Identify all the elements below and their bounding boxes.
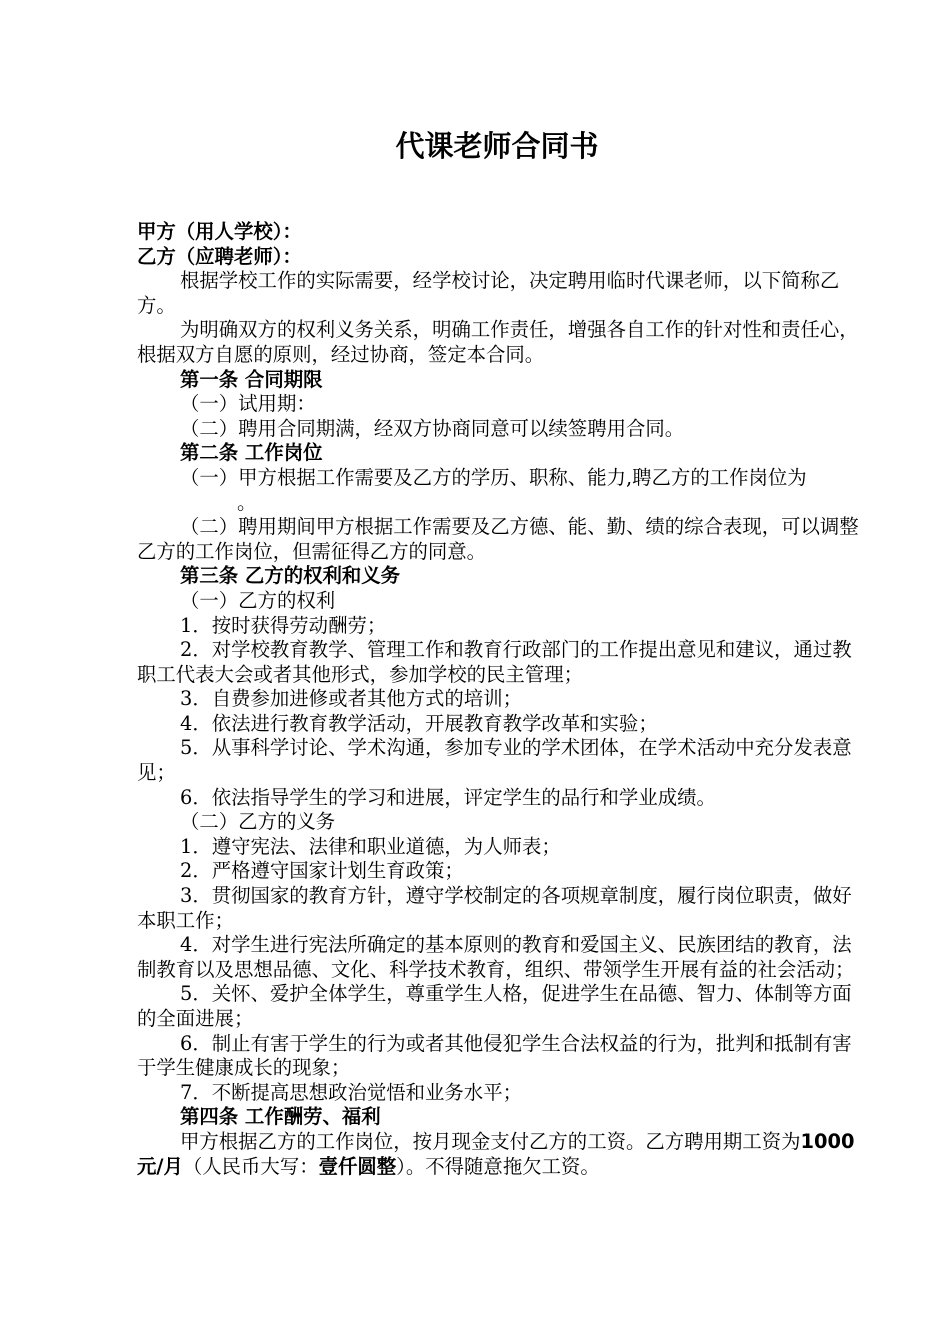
- rights-item: 5．从事科学讨论、学术沟通，参加专业的学术团体，在学术活动中充分发表意见；: [137, 736, 852, 785]
- duties-item: 7．不断提高思想政治觉悟和业务水平；: [180, 1080, 522, 1104]
- party-b-line: 乙方（应聘老师）：: [137, 244, 302, 268]
- duties-item: 3．贯彻国家的教育方针，遵守学校制定的各项规章制度，履行岗位职责，做好本职工作；: [137, 884, 852, 932]
- duties-item: 4．对学生进行宪法所确定的基本原则的教育和爱国主义、民族团结的教育，法制教育以及思想品德、文化、科学技术教育，组织、带领学生开展有益的社会活动；: [137, 933, 855, 981]
- contract-body: [137, 220, 861, 1179]
- article-4-heading: 第四条 工作酬劳、福利: [180, 1105, 381, 1129]
- document-title: 代课老师合同书: [395, 129, 599, 163]
- article-2-item-2: （二）聘用期间甲方根据工作需要及乙方德、能、勤、绩的综合表现，可以调整乙方的工作岗位，但需征得乙方的同意。: [137, 515, 859, 563]
- article-3-heading: 第三条 乙方的权利和义务: [180, 564, 401, 588]
- duties-item: 1．遵守宪法、法律和职业道德，为人师表；: [180, 834, 561, 858]
- salary-text-3: ）。不得随意拖欠工资。: [396, 1154, 600, 1178]
- duties-title: （二）乙方的义务: [180, 810, 336, 834]
- intro-paragraph-2: 为明确双方的权利义务关系，明确工作责任，增强各自工作的针对性和责任心，根据双方自愿的原则，经过协商，签定本合同。: [137, 318, 859, 366]
- article-2-item-1: [137, 466, 861, 515]
- salary-words: 壹仟圆整: [318, 1154, 397, 1178]
- rights-item: 6．依法指导学生的学习和进展，评定学生的品行和学业成绩。: [180, 785, 716, 809]
- rights-item: 1．按时获得劳动酬劳；: [180, 613, 387, 637]
- article-1-item-1: （一）试用期：: [180, 392, 316, 416]
- rights-title: （一）乙方的权利: [180, 588, 336, 612]
- salary-text-1: 甲方根据乙方的工作岗位，按月现金支付乙方的工资。乙方聘用期工资为: [180, 1129, 801, 1153]
- rights-item: 2．对学校教育教学、管理工作和教育行政部门的工作提出意见和建议，通过教职工代表大会或者其他形式，参加学校的民主管理；: [137, 638, 852, 686]
- party-a-line: 甲方（用人学校）：: [137, 220, 302, 243]
- article-2-item-1-text: （一）甲方根据工作需要及乙方的学历、职称、能力,聘乙方的工作岗位为: [180, 465, 807, 489]
- duties-item: 5．关怀、爱护全体学生，尊重学生人格，促进学生在品德、智力、体制等方面的全面进展；: [137, 982, 852, 1030]
- intro-paragraph-1: 根据学校工作的实际需要，经学校讨论，决定聘用临时代课老师，以下简称乙方。: [137, 269, 840, 317]
- duties-item: 2．严格遵守国家计划生育政策；: [180, 859, 464, 883]
- article-2-heading: 第二条 工作岗位: [180, 441, 323, 465]
- salary-text-2: （人民币大写：: [182, 1154, 319, 1178]
- article-1-item-2: （二）聘用合同期满，经双方协商同意可以续签聘用合同。: [180, 416, 685, 440]
- article-4-paragraph: [137, 1130, 861, 1179]
- duties-item: 6．制止有害于学生的行为或者其他侵犯学生合法权益的行为，批判和抵制有害于学生健康成长的现象；: [137, 1031, 852, 1080]
- article-1-heading: 第一条 合同期限: [180, 367, 323, 391]
- article-2-item-1-end: 。: [237, 490, 257, 514]
- salary-amount: 1000元/月: [137, 1129, 855, 1178]
- rights-item: 3．自费参加进修或者其他方式的培训；: [180, 687, 522, 711]
- rights-item: 4．依法进行教育教学活动，开展教育教学改革和实验；: [180, 711, 658, 735]
